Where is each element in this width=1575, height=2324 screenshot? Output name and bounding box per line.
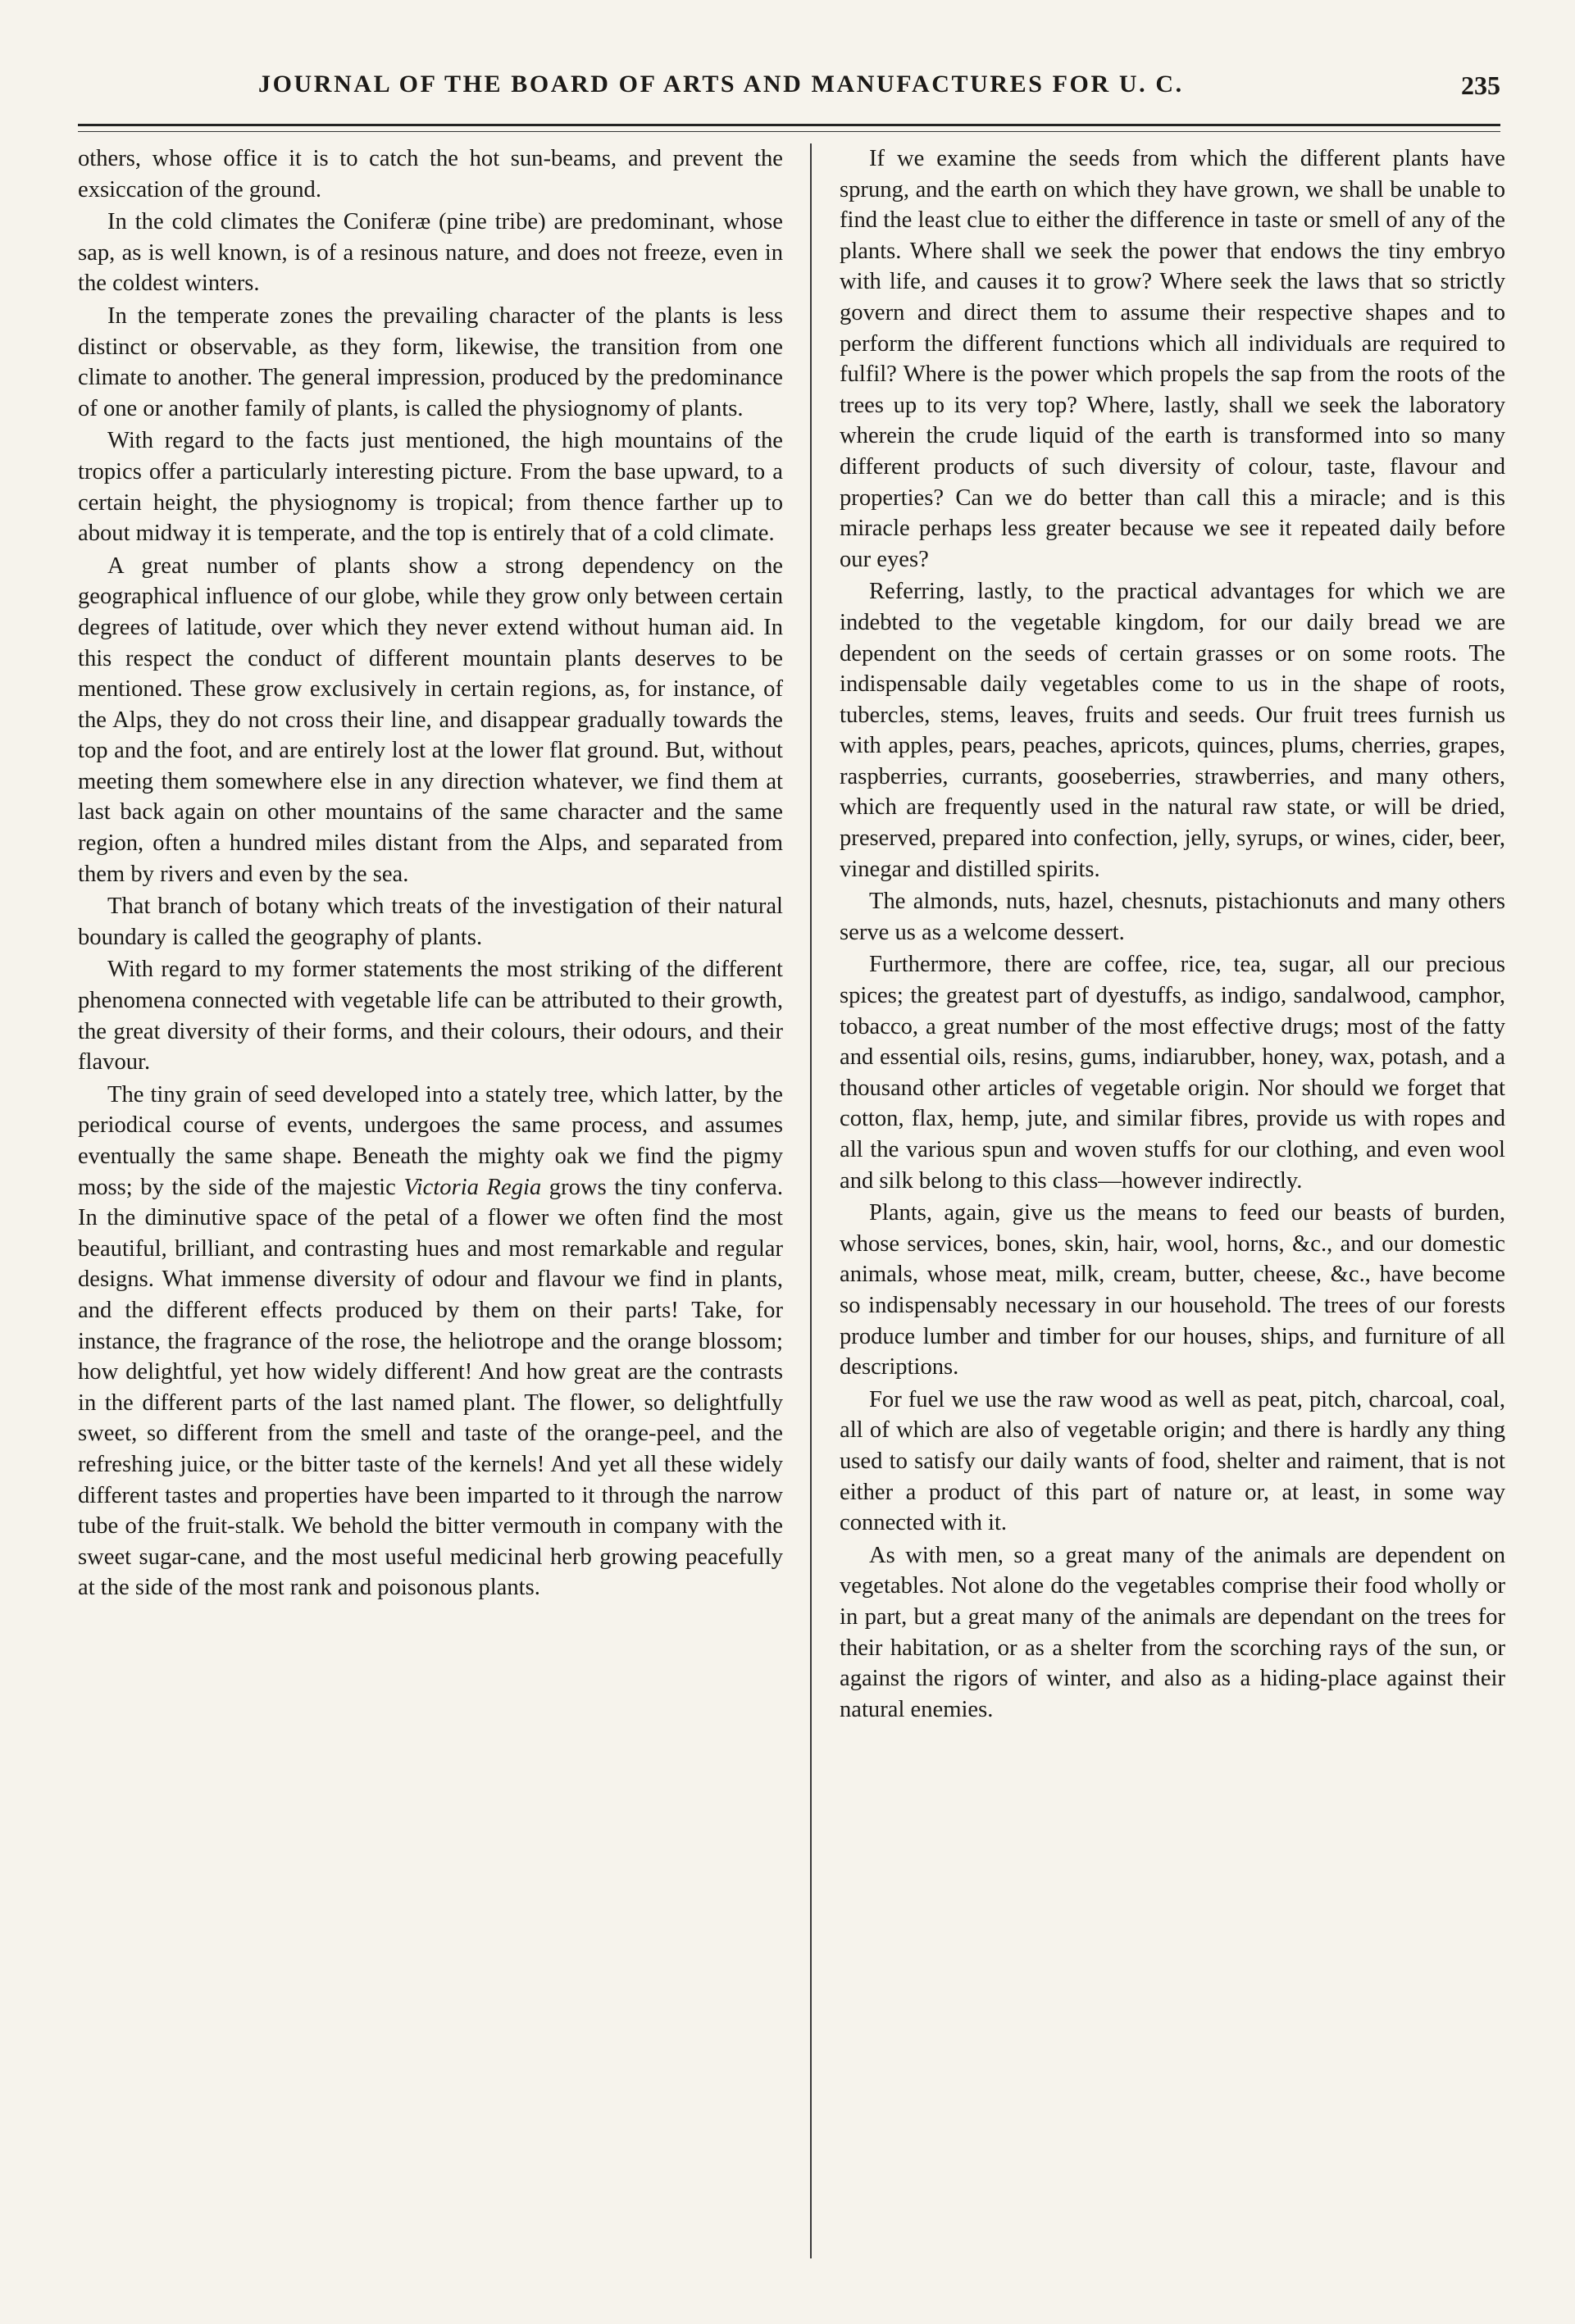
column-divider — [810, 143, 812, 2258]
running-title: JOURNAL OF THE BOARD OF ARTS AND MANUFACTURES FOR U. C. — [258, 70, 1184, 98]
paragraph: With regard to the facts just mentioned, the high mountains of the tropics offer a particularly interesting picture. From the base upward, to a certain height, the physiognomy is tropical; from thence farther up to about midway it is temperate, and the top is entirely that of a cold climate. — [78, 428, 783, 547]
paragraph: For fuel we use the raw wood as well as peat, pitch, charcoal, coal, all of which are also of vegetable origin; and there is hardly any thing used to satisfy our daily wants of food, shelter and raiment, that is not either a product of this part of nature or, at least, in some way connected with it. — [840, 1386, 1505, 1536]
italic-species-name: Victoria Regia — [403, 1174, 542, 1200]
paragraph: That branch of botany which treats of the investigation of their natural boundary is called the geography of plants. — [78, 894, 783, 950]
text-run: grows the tiny conferva. In the diminutive space of the petal of a flower we often find the most beautiful, brilliant, and contrasting hues and most remarkable and regular designs. What immense diversity of odour and flavour we find in plants, and the different effects produced by them on their parts! Take, for instance, the fragrance of the rose, the heliotrope and the orange blossom; how delightful, yet how widely different! And how great are the contrasts in the different parts of the last named plant. The flower, so delightfully sweet, so different from the smell and taste of the orange-peel, and the refreshing juice, or the bitter taste of the kernels! And yet all these widely different tastes and properties have been imparted to it through the narrow tube of the fruit-stalk. We behold the bitter vermouth in company with the sweet sugar-cane, and the most useful medicinal herb growing peacefully at the side of the most rank and poisonous plants. — [78, 1174, 783, 1601]
paragraph: As with men, so a great many of the animals are dependent on vegetables. Not alone do the vegetables comprise their food wholly or in part, but a great many of the animals are dependant on the trees for their habitation, or as a shelter from the scorching rays of the sun, or against the rigors of winter, and also as a hiding-place against their natural enemies. — [840, 1542, 1505, 1722]
paragraph: In the cold climates the Coniferæ (pine tribe) are predominant, whose sap, as is well known, is of a resinous nature, and does not freeze, even in the coldest winters. — [78, 209, 783, 297]
paragraph: Referring, lastly, to the practical advantages for which we are indebted to the vegetable kingdom, for our daily bread we are dependent on the seeds of certain grasses or on some roots. The indispensable daily vegetables come to us in the shape of roots, tubercles, stems, leaves, fruits and seeds. Our fruit trees furnish us with apples, pears, peaches, apricots, quinces, plums, cherries, grapes, raspberries, currants, gooseberries, strawberries, and many others, which are frequently used in the natural raw state, or will be dried, preserved, prepared into confection, jelly, syrups, or wines, cider, beer, vinegar and distilled spirits. — [840, 579, 1505, 882]
left-column — [78, 143, 783, 1605]
right-column — [840, 143, 1505, 1726]
page-header — [78, 70, 1500, 120]
paragraph: If we examine the seeds from which the different plants have sprung, and the earth on which they have grown, we shall be unable to find the least clue to either the difference in taste or smell of any of the plants. Where shall we seek the power that endows the tiny embryo with life, and causes it to grow? Where seek the laws that so strictly govern and direct them to assume their respective shapes and to perform the different functions which all individuals are required to fulfil? Where is the power which propels the sap from the roots of the trees up to its very top? Where, lastly, shall we seek the laboratory wherein the crude liquid of the earth is transformed into so many different products of such diversity of colour, taste, flavour and properties? Can we do better than call this a miracle; and is this miracle perhaps less greater because we see it repeated daily before our eyes? — [840, 146, 1505, 572]
paragraph: Furthermore, there are coffee, rice, tea, sugar, all our precious spices; the greatest part of dyestuffs, as indigo, sandalwood, camphor, tobacco, a great number of the most effective drugs; most of the fatty and essential oils, resins, gums, indiarubber, honey, wax, potash, and a thousand other articles of vegetable origin. Nor should we forget that cotton, flax, hemp, jute, and similar fibres, provide us with ropes and all the various spun and woven stuffs for our clothing, and even wool and silk belong to this class—however indirectly. — [840, 952, 1505, 1194]
paragraph: A great number of plants show a strong dependency on the geographical influence of our globe, while they grow only between certain degrees of latitude, over which they never extend without human aid. In this respect the conduct of different mountain plants deserves to be mentioned. These grow exclusively in certain regions, as, for instance, of the Alps, they do not cross their line, and disappear gradually towards the top and the foot, and are entirely lost at the lower flat ground. But, without meeting them somewhere else in any direction whatever, we find them at last back again on other mountains of the same character and the same region, often a hundred miles distant from the Alps, and separated from them by rivers and even by the sea. — [78, 553, 783, 887]
paragraph — [78, 1080, 783, 1603]
paragraph: In the temperate zones the prevailing character of the plants is less distinct or observable, as they form, likewise, the transition from one climate to another. The general impression, produced by the predominance of one or another family of plants, is called the physiognomy of plants. — [78, 302, 783, 421]
header-rule-thin — [78, 131, 1500, 132]
text-run: The tiny grain of seed developed into a stately tree, which latter, by the periodical course of events, undergoes the same process, and assumes eventually the same shape. Beneath the mighty oak we find the pigmy moss; by the side of the majestic — [78, 1081, 783, 1200]
paragraph: The almonds, nuts, hazel, chesnuts, pistachionuts and many others serve us as a welcome dessert. — [840, 889, 1505, 945]
paragraph: Plants, again, give us the means to feed our beasts of burden, whose services, bones, skin, hair, wool, horns, &c., and our domestic animals, whose meat, milk, cream, butter, cheese, &c., have become so indispensably necessary in our household. The trees of our forests produce lumber and timber for our houses, ships, and furniture of all descriptions. — [840, 1200, 1505, 1380]
paragraph: others, whose office it is to catch the hot sun-beams, and prevent the exsiccation of the ground. — [78, 146, 783, 202]
paragraph: With regard to my former statements the most striking of the different phenomena connected with vegetable life can be attributed to their growth, the great diversity of their forms, and their colours, their odours, and their flavour. — [78, 957, 783, 1076]
page-number: 235 — [1461, 70, 1500, 100]
header-rule-thick — [78, 124, 1500, 126]
